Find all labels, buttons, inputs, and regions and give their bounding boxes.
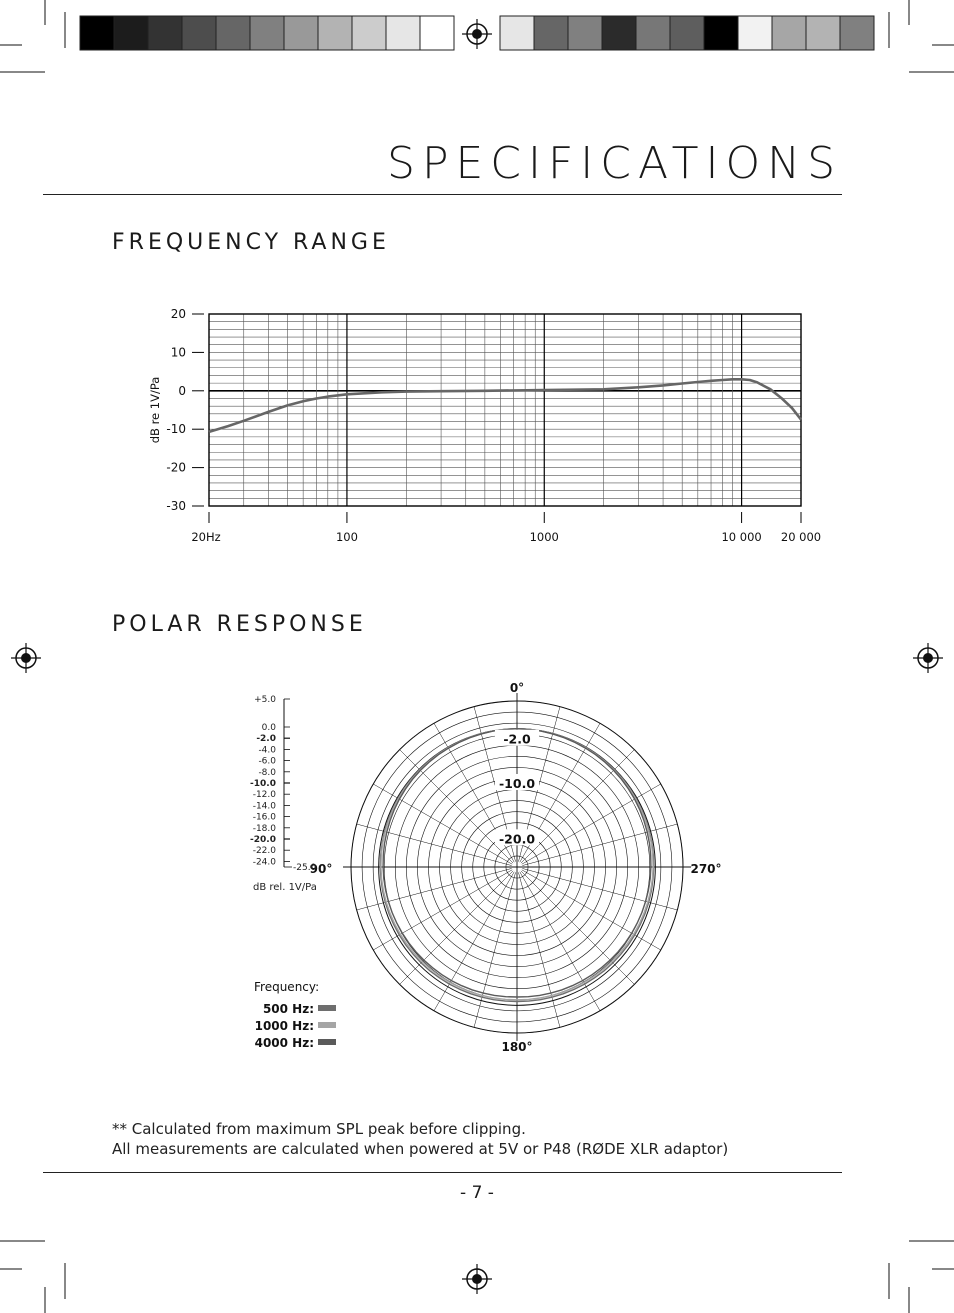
color-swatch [704,16,738,50]
ring-label: -10.0 [498,776,536,791]
polar-response-chart [240,675,740,1065]
y-tick-label: 10 [170,345,186,360]
scale-unit-label: dB rel. 1V/Pa [253,882,317,893]
color-swatch [182,16,216,50]
footnote-spl: ** Calculated from maximum SPL peak before clipping. [112,1120,526,1138]
color-swatch [216,16,250,50]
scale-label: -6.0 [258,756,276,767]
y-tick-label: 0 [178,383,186,398]
color-swatch [500,16,534,50]
ring-label: -20.0 [498,831,536,847]
color-swatch [670,16,704,50]
color-bar-right [500,16,874,50]
scale-label: -20.0 [250,835,276,845]
y-tick-label: -20 [166,460,186,475]
polar-spoke [518,872,560,1027]
polar-spoke [400,750,513,863]
color-swatch [806,16,840,50]
scale-label: -22.0 [252,846,276,857]
legend-swatch [318,1039,336,1045]
frequency-response-chart [130,295,830,555]
x-tick-label: 20 000 [780,530,822,544]
polar-spoke [521,750,634,863]
x-tick-label: 20Hz [191,530,221,544]
color-bar-left [80,16,454,50]
registration-mark-top [462,19,492,49]
polar-spoke [521,871,634,984]
scale-label: -12.0 [252,790,276,801]
angle-label: 270° [690,862,722,876]
polar-spoke [522,868,677,910]
polar-spoke [400,871,513,984]
angle-label: 90° [309,862,333,876]
legend-swatch [318,1022,336,1028]
scale-label: -8.0 [258,767,276,778]
polar-spoke [357,868,512,910]
color-swatch [534,16,568,50]
footer-divider [43,1172,842,1173]
title-divider [43,194,842,195]
y-tick-label: -10 [166,422,186,437]
color-swatch [840,16,874,50]
y-tick-label: 20 [170,307,186,321]
ring-label: -2.0 [503,731,531,747]
scale-label: 0.0 [261,723,276,733]
page-number: - 7 - [460,1183,494,1203]
color-swatch [148,16,182,50]
color-swatch [386,16,420,50]
section-heading-frequency: FREQUENCY RANGE [112,230,390,255]
legend-label: 1000 Hz: [254,1019,314,1033]
x-tick-label: 100 [335,530,358,544]
crop-marks-bottom [0,1235,954,1313]
scale-label: -10.0 [250,779,276,789]
color-swatch [284,16,318,50]
registration-mark-right [910,640,946,676]
color-swatch [568,16,602,50]
color-swatch [636,16,670,50]
color-swatch [738,16,772,50]
scale-label: -18.0 [252,823,276,834]
legend-label: 4000 Hz: [254,1036,314,1050]
color-swatch [772,16,806,50]
color-swatch [250,16,284,50]
footnote-power: All measurements are calculated when powered at 5V or P48 (RØDE XLR adaptor) [112,1140,729,1158]
scale-label: -16.0 [252,812,276,823]
x-tick-label: 10 000 [721,530,762,544]
x-tick-label: 1000 [529,530,559,544]
plot-frame [209,314,801,506]
polar-spoke [474,872,516,1027]
polar-spoke [373,870,512,950]
scale-label: -24.0 [252,857,276,868]
legend-title: Frequency: [254,980,320,994]
y-tick-label: -30 [166,499,186,513]
registration-mark-bottom [462,1264,492,1294]
legend-swatch [318,1005,336,1011]
scale-label: +5.0 [254,695,276,705]
color-swatch [352,16,386,50]
scale-label: -14.0 [252,801,276,812]
angle-label: 180° [501,1040,533,1054]
scale-label: -2.0 [256,734,276,745]
polar-spoke [373,784,512,864]
section-heading-polar: POLAR RESPONSE [112,612,367,637]
color-swatch [80,16,114,50]
color-swatch [318,16,352,50]
response-curve [209,379,801,432]
color-swatch [114,16,148,50]
registration-mark-left [8,640,44,676]
legend-label: 500 Hz: [262,1002,314,1016]
print-color-bar [0,0,954,80]
color-swatch [420,16,454,50]
polar-spoke [522,784,661,864]
scale-label: -25.0 [293,863,317,873]
angle-label: 0° [509,681,525,695]
scale-label: -4.0 [258,745,276,756]
y-axis-label: dB re 1V/Pa [148,376,162,444]
color-swatch [602,16,636,50]
page-title: SPECIFICATIONS [387,138,842,189]
polar-spoke [522,870,661,950]
